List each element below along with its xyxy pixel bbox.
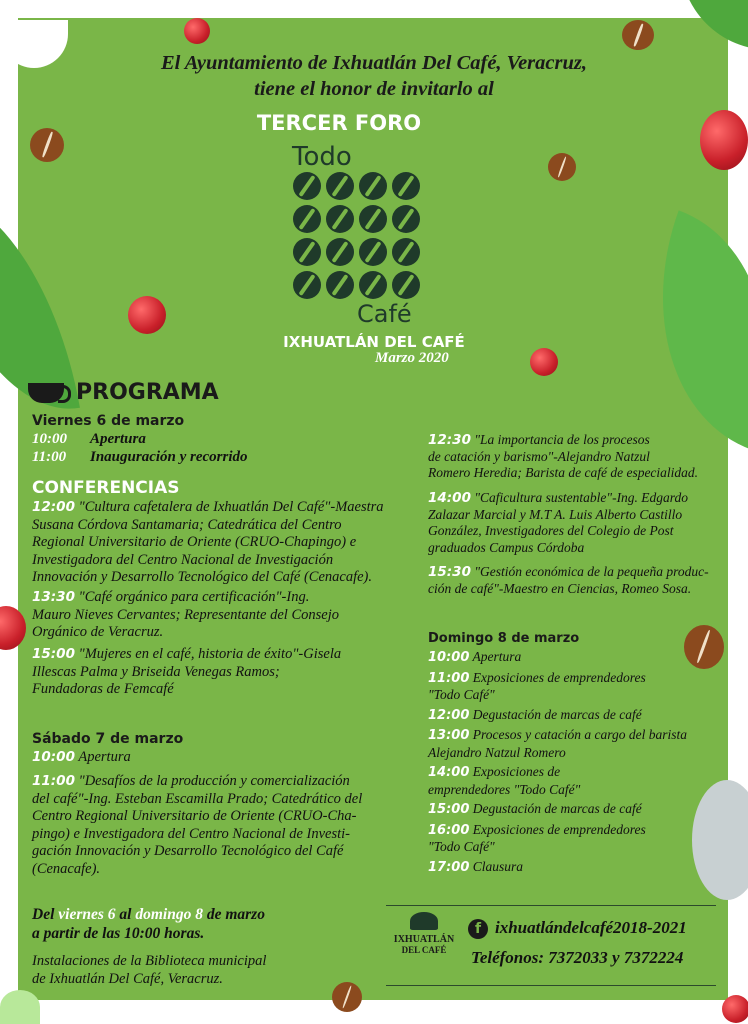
time: 10:00 xyxy=(32,749,75,765)
list-item: 12:00 Degustación de marcas de café xyxy=(428,706,642,723)
lotus-icon xyxy=(410,912,438,930)
list-item: 10:00 Apertura xyxy=(428,649,522,665)
coffee-cherry-icon xyxy=(700,110,748,170)
divider xyxy=(386,905,716,906)
programa-heading: PROGRAMA xyxy=(76,380,219,405)
time: 14:00 xyxy=(428,490,471,506)
coffee-bean-icon xyxy=(548,153,576,181)
list-item: 14:00 Exposiciones de emprendedores "Todo Café" xyxy=(428,764,581,797)
day1-row-2 xyxy=(32,448,248,466)
coffee-cherry-icon xyxy=(722,995,748,1023)
conference-2: 13:30 "Café orgánico para certificación"-Ing. Mauro Nieves Cervantes; Representante del Consejo Orgánico de Veracruz. xyxy=(32,589,339,640)
activity: Inauguración y recorrido xyxy=(90,449,248,465)
day3-title: Domingo 8 de marzo xyxy=(428,631,580,646)
day1-title: Viernes 6 de marzo xyxy=(32,413,185,429)
list-item: 15:00 Degustación de marcas de café xyxy=(428,801,642,817)
activity: Apertura xyxy=(90,431,146,447)
divider xyxy=(386,985,716,986)
logo-top-word: Todo xyxy=(292,142,352,172)
time: 15:30 xyxy=(428,564,471,580)
phone-numbers: Teléfonos: 7372033 y 7372224 xyxy=(471,948,684,967)
conference-5: 14:00 "Caficultura sustentable"-Ing. Edgardo Zalazar Marcial y M.T A. Luis Alberto Castillo González, Investigadores del Colegio de Post graduados Campus Córdoba xyxy=(428,490,689,555)
todo-cafe-logo xyxy=(293,172,421,300)
conference-6: 15:30 "Gestión económica de la pequeña produc- ción de café"-Maestro en Ciencias, Romeo Sosa. xyxy=(428,564,709,596)
coffee-cherry-icon xyxy=(128,296,166,334)
list-item: 17:00 Clausura xyxy=(428,858,524,875)
day2-item-1: 10:00 Apertura xyxy=(32,749,131,765)
event-title: TERCER FORO xyxy=(256,111,422,135)
coffee-bean-icon xyxy=(622,20,654,50)
invitation-line-2: tiene el honor de invitarlo al xyxy=(254,78,494,100)
badge-subtitle: DEL CAFÉ xyxy=(401,945,447,955)
list-item: 11:00 Exposiciones de emprendedores "Todo Café" xyxy=(428,669,646,702)
municipal-badge xyxy=(392,912,456,978)
time: 13:30 xyxy=(32,589,75,605)
conference-1: 12:00 "Cultura cafetalera de Ixhuatlán Del Café"-Maestra Susana Córdova Santamaria; Catedrática del Centro Regional Universitario de Oriente (CRUO-Chapingo) e Investigadora del Centro Nacional de Investigación Innovación y Desarrollo Tecnológico del Café (Cenacafe). xyxy=(32,499,384,585)
coffee-bean-icon xyxy=(332,982,362,1012)
list-item: 16:00 Exposiciones de emprendedores "Todo Café" xyxy=(428,821,646,854)
time: 11:00 xyxy=(32,773,75,789)
facebook-handle[interactable]: ixhuatlándelcafé2018-2021 xyxy=(495,918,687,937)
event-date: Marzo 2020 xyxy=(375,350,449,366)
invitation-line-1: El Ayuntamiento de Ixhuatlán Del Café, Veracruz, xyxy=(161,52,587,74)
time: 12:30 xyxy=(428,432,471,448)
day1-item xyxy=(32,430,248,466)
event-dates: Del viernes 6 al domingo 8 de marzo a partir de las 10:00 horas. xyxy=(32,906,265,942)
conference-3: 15:00 "Mujeres en el café, historia de éxito"-Gisela Illescas Palma y Briseida Venegas Ramos; Fundadoras de Femcafé xyxy=(32,646,342,697)
coffee-cherry-icon xyxy=(184,18,210,44)
day2-item-2: 11:00 "Desafíos de la producción y comercialización del café"-Ing. Esteban Escamilla Prado; Catedrático del Centro Regional Universitario de Oriente (CRUO-Cha- pingo) e Investigadora del Centro Nacional de Investi- gación Innovación y Desarrollo Tecnológico del Café (Cenacafe). xyxy=(32,773,363,877)
coffee-cherry-icon xyxy=(530,348,558,376)
day2-title: Sábado 7 de marzo xyxy=(32,731,184,747)
list-item: 13:00 Procesos y catación a cargo del barista Alejandro Natzul Romero xyxy=(428,727,687,760)
venue: Instalaciones de la Biblioteca municipal de Ixhuatlán Del Café, Veracruz. xyxy=(32,953,267,987)
time: 12:00 xyxy=(32,499,75,515)
day3-schedule xyxy=(428,649,708,876)
conferencias-heading: CONFERENCIAS xyxy=(32,478,180,498)
logo-bottom-word: Café xyxy=(357,300,412,328)
conference-4: 12:30 "La importancia de los procesos de catación y barismo"-Alejandro Natzul Romero Heredia; Barista de café de especialidad. xyxy=(428,432,699,480)
time: 15:00 xyxy=(32,646,75,662)
time: 11:00 xyxy=(32,449,67,465)
event-place: IXHUATLÁN DEL CAFÉ xyxy=(283,333,465,351)
facebook-icon[interactable]: f xyxy=(468,919,488,939)
day1-row-1 xyxy=(32,430,248,448)
time: 10:00 xyxy=(32,431,67,447)
badge-title: IXHUATLÁN xyxy=(393,934,455,945)
leaf-icon xyxy=(0,990,40,1024)
invitation-text xyxy=(0,50,748,102)
